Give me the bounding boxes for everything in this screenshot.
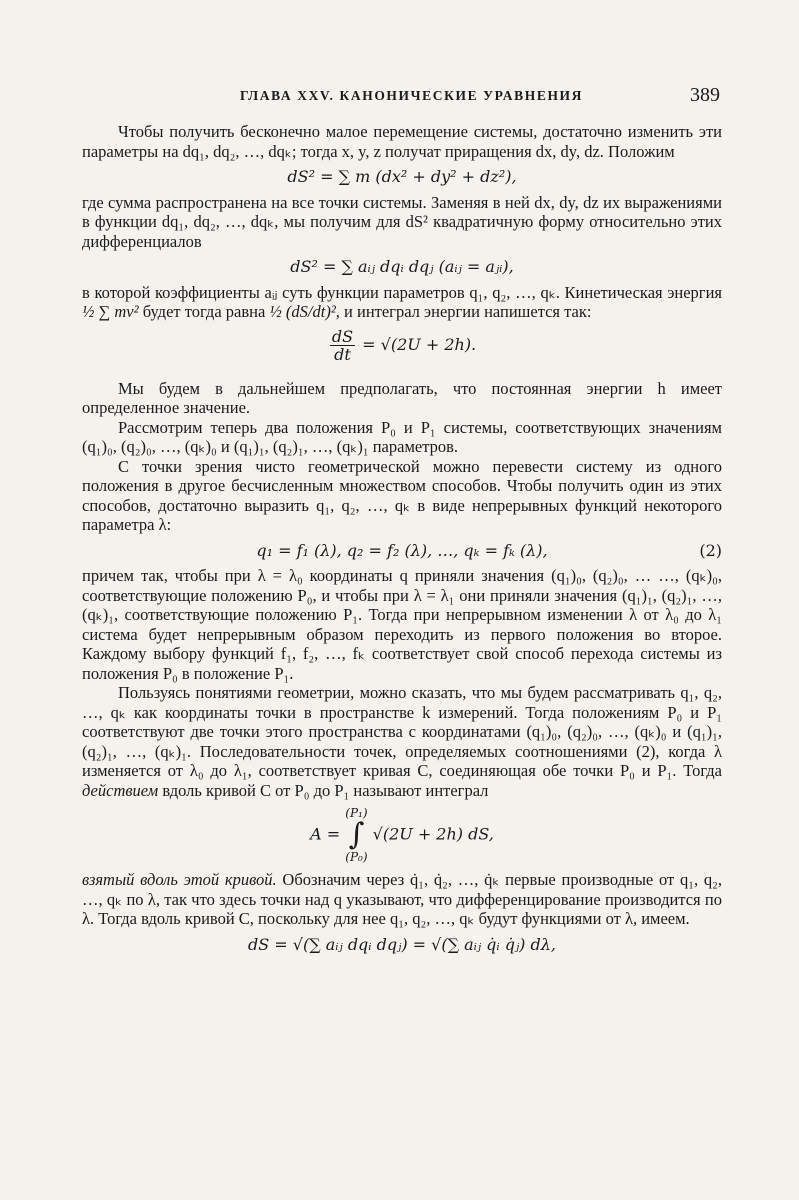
paragraph: Мы будем в дальнейшем предполагать, что постоянная энергии h имеет определенное значение.	[82, 378, 722, 417]
page-number: 389	[690, 84, 720, 106]
text-run: Обозначим через q̇₁, q̇₂, …, q̇ₖ первые производные от q₁, q₂, …, qₖ по λ, так что здесь точки над q указывают, что дифференцирование производится по λ. Тогда вдоль кривой C, поскольку для нее q₁, q₂, …, qₖ будут функциями от λ, имеем.	[82, 870, 723, 928]
equation-rhs: = √(2U + 2h).	[362, 334, 477, 354]
paragraph	[82, 683, 722, 800]
equation	[82, 328, 722, 363]
emphasized-term: взятый вдоль этой кривой.	[82, 870, 277, 889]
emphasized-term: действием	[82, 780, 159, 800]
equation-lhs: A =	[310, 824, 341, 844]
running-header	[0, 84, 799, 108]
paragraph: С точки зрения чисто геометрической можно перевести систему из одного положения в другое бесчисленным множеством способов. Чтобы получить один из этих способов, достаточно выразить q₁, q₂, …, qₖ в виде непрерывных функций некоторого параметра λ:	[82, 456, 722, 534]
page-body	[82, 122, 722, 960]
integral-lower-limit: (P₀)	[345, 850, 368, 864]
denominator: dt	[334, 344, 351, 364]
text-run: Пользуясь понятиями геометрии, можно сказать, что мы будем рассматривать q₁, q₂, …, qₖ как координаты точки в пространстве k измерений. Тогда положениям P₀ и P₁ соответствуют две точки этого пространства с координатами (q₁)₀, (q₂)₀, …, (qₖ)₀ и (q₁)₁, (q₂)₁, …, (qₖ)₁. Последовательности точек, определяемых соотношениями (2), когда λ изменяется от λ₀ до λ₁, соответствует кривая C, соединяющая обе точки P₀ и P₁. Тогда	[82, 683, 722, 780]
text-run: вдоль кривой C от P₀ до P₁ называют интеграл	[162, 780, 489, 800]
text-run: будет тогда равна	[142, 302, 266, 321]
numerator: dS	[331, 326, 354, 346]
inline-formula: ½ ∑ mv²	[82, 302, 139, 321]
paragraph	[82, 283, 722, 322]
equation-body: q₁ = f₁ (λ), q₂ = f₂ (λ), …, qₖ = fₖ (λ),	[256, 540, 548, 560]
equation	[82, 541, 722, 561]
integral-sign	[345, 806, 367, 864]
inline-formula: ½ (dS/dt)²	[269, 302, 336, 321]
equation	[82, 806, 722, 864]
equation-number: (2)	[699, 540, 722, 560]
paragraph: Рассмотрим теперь два положения P₀ и P₁ системы, соответствующих значениям (q₁)₀, (q₂)₀, …, (qₖ)₀ и (q₁)₁, (q₂)₁, …, (qₖ)₁ параметров.	[82, 417, 722, 456]
equation: dS² = ∑ m (dx² + dy² + dz²),	[287, 167, 517, 186]
equation: dS = √(∑ aᵢⱼ dqᵢ dqⱼ) = √(∑ aᵢⱼ q̇ᵢ q̇ⱼ) dλ,	[248, 934, 556, 954]
integral-symbol: ∫	[348, 817, 365, 852]
equation: dS² = ∑ aᵢⱼ dqᵢ dqⱼ (aᵢⱼ = aⱼᵢ),	[290, 257, 514, 276]
text-run: , и интеграл энергии напишется так:	[335, 302, 592, 321]
integral-upper-limit: (P₁)	[345, 806, 368, 820]
equation-rhs: √(2U + 2h) dS,	[372, 824, 494, 844]
paragraph: где сумма распространена на все точки системы. Заменяя в ней dx, dy, dz их выражениями в функции dq₁, dq₂, …, dqₖ, мы получим для dS² квадратичную форму относительно этих дифференциалов	[82, 192, 722, 251]
text-run: в которой коэффициенты aᵢⱼ суть функции параметров q₁, q₂, …, qₖ. Кинетическая энергия	[82, 282, 722, 302]
paragraph: причем так, чтобы при λ = λ₀ координаты q приняли значения (q₁)₀, (q₂)₀, … …, (qₖ)₀, соответствующие положению P₀, и чтобы при λ = λ₁ они приняли значения (q₁)₁, (q₂)₁, …, (qₖ)₁, соответствующие положению P₁. Тогда при непрерывном изменении λ от λ₀ до λ₁ система будет непрерывным образом переходить из первого положения во второе. Каждому выбору функций f₁, f₂, …, fₖ соответствует свой способ перехода системы из положения P₀ в положение P₁.	[82, 566, 722, 683]
paragraph: Чтобы получить бесконечно малое перемещение системы, достаточно изменить эти параметры на dq₁, dq₂, …, dqₖ; тогда x, y, z получат приращения dx, dy, dz. Положим	[82, 122, 722, 161]
chapter-title: ГЛАВА XXV. КАНОНИЧЕСКИЕ УРАВНЕНИЯ	[240, 88, 584, 103]
paragraph	[82, 870, 722, 929]
fraction	[330, 328, 355, 363]
